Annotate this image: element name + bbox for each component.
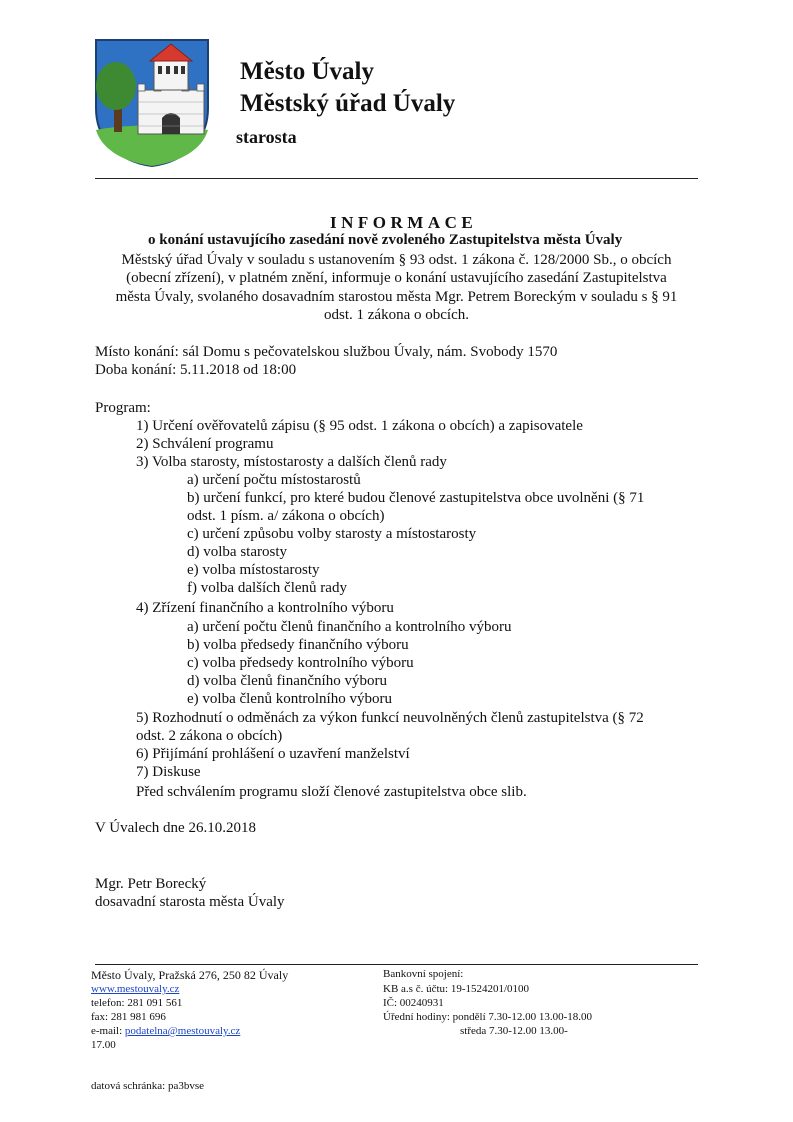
program-subitem: b) volba předsedy finančního výboru (187, 637, 409, 653)
footer-fax: fax: 281 981 696 (91, 1011, 166, 1023)
program-note: Před schválením programu složí členové zastupitelstva obce slib. (136, 784, 527, 800)
footer-website-link[interactable]: www.mestouvaly.cz (91, 983, 180, 995)
footer-hours-overflow: 17.00 (91, 1039, 116, 1051)
footer-bank-account: KB a.s č. účtu: 19-1524201/0100 (383, 983, 530, 995)
program-subitem: a) určení počtu místostarostů (187, 472, 361, 488)
program-subitem: f) volba dalších členů rady (187, 580, 347, 596)
program-subitem: e) volba místostarosty (187, 562, 320, 578)
footer-phone: telefon: 281 091 561 (91, 997, 183, 1009)
mayor-label: starosta (236, 127, 297, 147)
program-item: 7) Diskuse (136, 764, 201, 780)
town-crest-icon (94, 38, 210, 168)
office-name: Městský úřad Úvaly (240, 90, 456, 117)
program-item: 4) Zřízení finančního a kontrolního výboru (136, 600, 394, 616)
header-divider (95, 178, 698, 179)
footer-email-link[interactable]: podatelna@mestouvaly.cz (124, 1025, 241, 1037)
signatory-name: Mgr. Petr Borecký (95, 876, 207, 892)
footer-divider (95, 964, 698, 965)
date-line: V Úvalech dne 26.10.2018 (95, 820, 256, 836)
footer-ico: IČ: 00240931 (383, 997, 444, 1009)
program-subitem: b) určení funkcí, pro které budou členové zastupitelstva obce uvolněni (§ 71 (187, 490, 645, 506)
footer-hours-line1: Úřední hodiny: pondělí 7.30-12.00 13.00-18.00 (383, 1011, 592, 1023)
signatory-title: dosavadní starosta města Úvaly (95, 894, 285, 910)
program-item: 6) Přijímání prohlášení o uzavření manželství (136, 746, 410, 762)
intro-line: Městský úřad Úvaly v souladu s ustanovením § 93 odst. 1 zákona č. 128/2000 Sb., o obcích (121, 252, 672, 268)
program-subitem: odst. 1 písm. a/ zákona o obcích) (187, 508, 385, 524)
program-subitem: d) volba starosty (187, 544, 287, 560)
program-subitem: a) určení počtu členů finančního a kontrolního výboru (187, 619, 512, 635)
notice-subheading: o konání ustavujícího zasedání nově zvoleného Zastupitelstva města Úvaly (148, 232, 623, 248)
town-name: Město Úvaly (240, 58, 374, 85)
footer-email-label: e-mail: (91, 1025, 125, 1037)
footer-address: Město Úvaly, Pražská 276, 250 82 Úvaly (91, 968, 289, 982)
notice-intro (95, 251, 698, 325)
intro-line: (obecní zřízení), v platném znění, informuje o konání ustavujícího zasedání Zastupitelstva (126, 270, 667, 287)
program-subitem: e) volba členů kontrolního výboru (187, 691, 392, 707)
program-subitem: c) určení způsobu volby starosty a místostarosty (187, 526, 477, 542)
meeting-place: Místo konání: sál Domu s pečovatelskou službou Úvaly, nám. Svobody 1570 (95, 344, 558, 360)
notice-heading: INFORMACE (330, 213, 478, 232)
footer-databox: datová schránka: pa3bvse (91, 1080, 205, 1092)
program-subitem: c) volba předsedy kontrolního výboru (187, 655, 414, 671)
intro-line: města Úvaly, svolaného dosavadním starostou města Mgr. Petrem Boreckým v souladu s § 91 (115, 288, 678, 305)
footer-hours-line2: středa 7.30-12.00 13.00- (460, 1025, 568, 1037)
program-label: Program: (95, 400, 151, 416)
program-item: 5) Rozhodnutí o odměnách za výkon funkcí neuvolněných členů zastupitelstva (§ 72 (136, 710, 644, 726)
footer-bank-label: Bankovní spojení: (383, 968, 464, 980)
footer-email (91, 1025, 240, 1037)
program-item: odst. 2 zákona o obcích) (136, 728, 283, 744)
program-item: 1) Určení ověřovatelů zápisu (§ 95 odst. 1 zákona o obcích) a zapisovatele (136, 418, 583, 434)
intro-line: odst. 1 zákona o obcích. (324, 307, 469, 324)
meeting-time: Doba konání: 5.11.2018 od 18:00 (95, 362, 297, 378)
program-item: 2) Schválení programu (136, 436, 274, 452)
program-item: 3) Volba starosty, místostarosty a dalších členů rady (136, 454, 447, 470)
program-subitem: d) volba členů finančního výboru (187, 673, 387, 689)
